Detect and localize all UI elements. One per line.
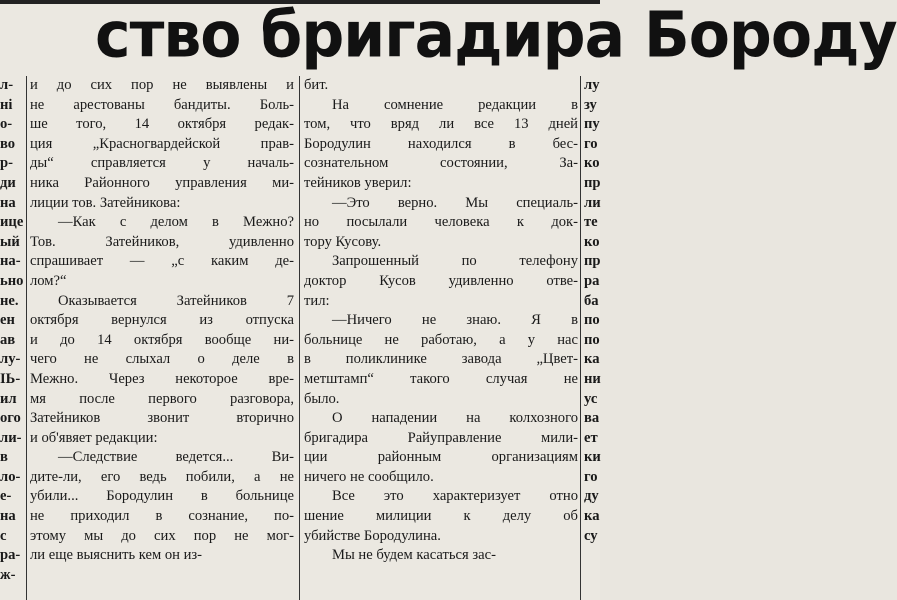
col2-line: том, что вряд ли все 13 дней: [304, 116, 578, 133]
col2-line: тил:: [304, 292, 330, 309]
col3-line: су: [584, 527, 598, 544]
col3-line: ко: [584, 233, 600, 250]
col3-line: ет: [584, 429, 598, 446]
headline-strip: [0, 0, 897, 73]
col3-line: ки: [584, 449, 601, 466]
col0-line: о-: [0, 116, 13, 133]
col3-line: ка: [584, 351, 600, 368]
col1-line: дите-ли, его ведь побили, а не: [30, 468, 294, 485]
col2-line: —Это верно. Мы специаль-: [332, 194, 578, 211]
column-1: [30, 76, 294, 600]
col3-line: по: [584, 331, 600, 348]
col2-line: Запрошенный по телефону: [332, 253, 578, 270]
col0-line: ице: [0, 214, 24, 231]
col2-line: —Ничего не знаю. Я в: [332, 312, 578, 329]
col3-line: ни: [584, 370, 601, 387]
col3-line: те: [584, 214, 598, 231]
col2-line: метштамп“ такого случая не: [304, 370, 578, 387]
col1-line: ция „Красногвардейской прав-: [30, 135, 294, 152]
col1-line: чего не слыхал о деле в: [30, 351, 294, 368]
col2-line: больнице не работаю, а у нас: [304, 331, 578, 348]
col1-line: Затейников звонит вторично: [30, 410, 294, 427]
col1-line: Межно. Через некоторое вре-: [30, 370, 294, 387]
right-column-fragment: [584, 76, 600, 600]
col3-line: зу: [584, 96, 597, 113]
col2-line: тейников уверил:: [304, 174, 412, 191]
col0-line: ен: [0, 312, 15, 329]
col3-line: го: [584, 468, 598, 485]
col2-line: Все это характеризует отно: [332, 488, 578, 505]
col1-line: Тов. Затейников, удивленно: [30, 233, 294, 250]
col2-line: ничего не сообщило.: [304, 468, 434, 485]
col1-line: и до сих пор не выявлены и: [30, 77, 294, 93]
col3-line: го: [584, 135, 598, 152]
col0-line: с: [0, 527, 7, 544]
col3-line: ра: [584, 272, 600, 289]
col1-line: Оказывается Затейников 7: [58, 292, 294, 309]
left-column-fragment: [0, 76, 24, 600]
col0-line: не.: [0, 292, 19, 309]
col1-line: ды“ справляется у началь-: [30, 155, 294, 172]
col0-line: во: [0, 135, 16, 152]
col3-line: лу: [584, 77, 600, 93]
col3-line: ли: [584, 194, 601, 211]
col2-line: доктор Кусов удивленно отве-: [304, 272, 578, 289]
col1-line: ли еще выяснить кем он из-: [30, 547, 203, 564]
col3-line: пр: [584, 174, 601, 191]
col0-line: в: [0, 449, 8, 466]
col3-line: пу: [584, 116, 600, 133]
col1-line: не арестованы бандиты. Боль-: [30, 96, 294, 113]
column-divider-3: [580, 76, 581, 600]
col1-line: октября вернулся из отпуска: [30, 312, 294, 329]
col0-line: на: [0, 194, 16, 211]
col0-line: ні: [0, 96, 13, 113]
col0-line: ж-: [0, 566, 16, 583]
headline: ство бригадира Бороду: [95, 0, 897, 73]
col0-line: ил: [0, 390, 17, 407]
col2-line: шение милиции к делу об: [304, 508, 578, 525]
column-divider-2: [299, 76, 300, 600]
col0-line: р-: [0, 155, 13, 172]
col1-line: убили... Бородулин в больнице: [30, 488, 294, 505]
col1-line: ника Районного управления ми-: [30, 174, 294, 191]
col3-line: ус: [584, 390, 598, 407]
column-2: [304, 76, 578, 600]
col0-line: е-: [0, 488, 12, 505]
col2-line: в поликлинике завода „Цвет-: [304, 351, 578, 368]
col0-line: ло-: [0, 468, 21, 485]
col2-line: тору Кусову.: [304, 233, 382, 250]
col0-line: ІЬ-: [0, 370, 21, 387]
col0-line: ди: [0, 174, 16, 191]
col2-line: бит.: [304, 77, 329, 93]
col0-line: ьно: [0, 272, 24, 289]
col0-line: ого: [0, 410, 21, 427]
col3-line: ко: [584, 155, 600, 172]
col2-line: но посылали человека к док-: [304, 214, 578, 231]
col2-line: ции районным организациям: [304, 449, 578, 466]
col3-line: ва: [584, 410, 600, 427]
column-divider-1: [26, 76, 27, 600]
col0-line: на-: [0, 253, 21, 270]
col0-line: ав: [0, 331, 16, 348]
col2-line: Бородулин находился в бес-: [304, 135, 578, 152]
col0-line: на: [0, 508, 16, 525]
col2-line: На сомнение редакции в: [332, 96, 578, 113]
col1-line: —Следствие ведется... Ви-: [58, 449, 294, 466]
col1-line: лиции тов. Затейникова:: [30, 194, 181, 211]
col0-line: ый: [0, 233, 20, 250]
col2-line: убийстве Бородулина.: [304, 527, 441, 544]
col2-line: О нападении на колхозного: [332, 410, 578, 427]
col3-line: ба: [584, 292, 599, 309]
col1-line: ше того, 14 октября редак-: [30, 116, 294, 133]
col1-line: не приходил в сознание, по-: [30, 508, 294, 525]
col2-line: Мы не будем касаться зас-: [332, 547, 496, 564]
col1-line: и об'явяет редакции:: [30, 429, 158, 446]
col1-line: —Как с делом в Межно?: [58, 214, 294, 231]
col0-line: л-: [0, 77, 14, 93]
col1-line: мя после первого разговора,: [30, 390, 294, 407]
col3-line: ка: [584, 508, 600, 525]
col3-line: пр: [584, 253, 601, 270]
col1-line: и до 14 октября вообще ни-: [30, 331, 294, 348]
col1-line: этому мы до сих пор не мог-: [30, 527, 294, 544]
col3-line: ду: [584, 488, 599, 505]
col2-line: было.: [304, 390, 340, 407]
col3-line: по: [584, 312, 600, 329]
col1-line: лом?“: [30, 272, 67, 289]
col1-line: спрашивает — „с каким де-: [30, 253, 294, 270]
col0-line: лу-: [0, 351, 21, 368]
col0-line: ли-: [0, 429, 22, 446]
col0-line: ра-: [0, 547, 21, 564]
col2-line: сознательном состоянии, За-: [304, 155, 578, 172]
col2-line: бригадира Райуправление мили-: [304, 429, 578, 446]
